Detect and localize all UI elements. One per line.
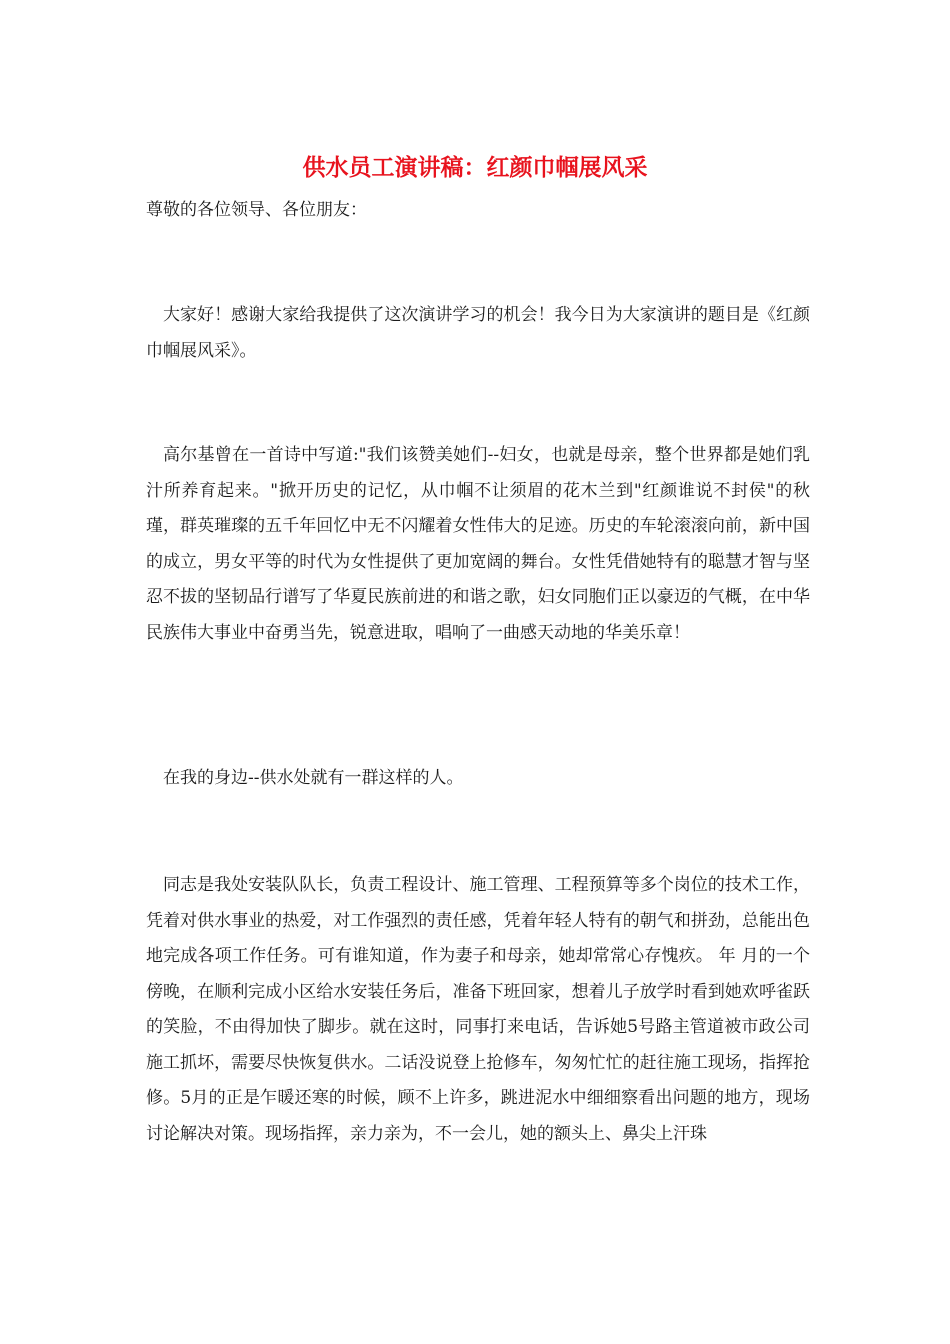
paragraph-gorky-quote: 高尔基曾在一首诗中写道:"我们该赞美她们--妇女，也就是母亲，整个世界都是她们乳汁所养育起来。"掀开历史的记忆，从巾帼不让须眉的花木兰到"红颜谁说不封侯"的秋瑾，群英璀璨的五千年回忆中无不闪耀着女性伟大的足迹。历史的车轮滚滚向前，新中国的成立，男女平等的时代为女性提供了更加宽阔的舞台。女性凭借她特有的聪慧才智与坚忍不拔的坚韧品行谱写了华夏民族前进的和谐之歌，妇女同胞们正以豪迈的气概，在中华民族伟大事业中奋勇当先，锐意进取，唱响了一曲感天动地的华美乐章！ — [146, 445, 810, 643]
salutation: 尊敬的各位领导、各位朋友： — [146, 200, 367, 220]
paragraph-greeting: 大家好！感谢大家给我提供了这次演讲学习的机会！我今日为大家演讲的题目是《红颜巾帼展风采》。 — [146, 305, 810, 361]
paragraph-water-supply: 在我的身边--供水处就有一群这样的人。 — [163, 768, 464, 788]
paragraph-installation-team: 同志是我处安装队队长，负责工程设计、施工管理、工程预算等多个岗位的技术工作，凭着对供水事业的热爱，对工作强烈的责任感，凭着年轻人特有的朝气和拼劲，总能出色地完成各项工作任务。可有谁知道，作为妻子和母亲，她却常常心存愧疚。 年 月的一个傍晚，在顺利完成小区给水安装任务后，准备下班回家，想着儿子放学时看到她欢呼雀跃的笑脸，不由得加快了脚步。就在这时，同事打来电话，告诉她5号路主管道被市政公司施工抓坏，需要尽快恢复供水。二话没说登上抢修车，匆匆忙忙的赶往施工现场，指挥抢修。5月的正是乍暖还寒的时候，顾不上许多，跳进泥水中细细察看出问题的地方，现场讨论解决对策。现场指挥，亲力亲为，不一会儿，她的额头上、鼻尖上汗珠 — [146, 875, 810, 1144]
document-title: 供水员工演讲稿：红颜巾帼展风采 — [302, 154, 648, 181]
